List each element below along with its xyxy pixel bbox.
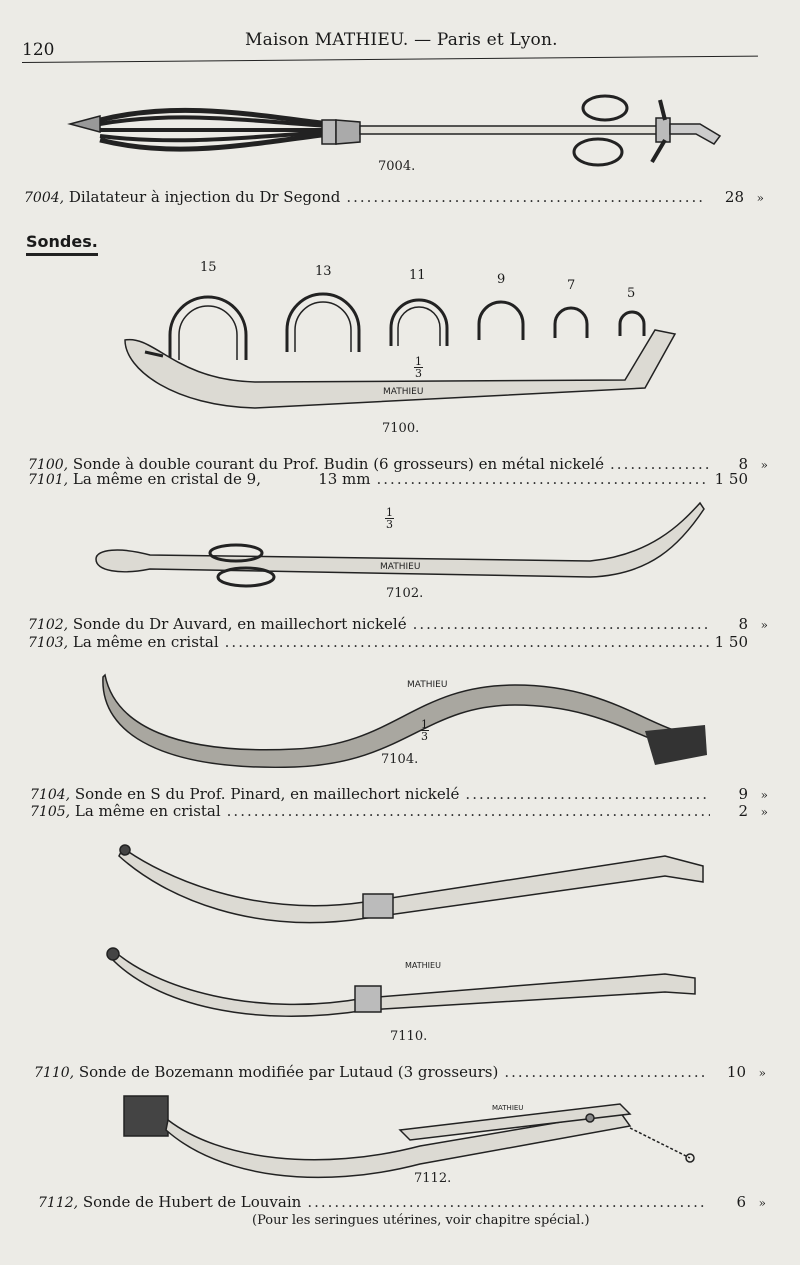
item-price-unit: » [760, 458, 768, 472]
hubert-catheter-illustration [120, 1090, 700, 1190]
size-label: 13 [315, 264, 332, 279]
page-number: 120 [22, 40, 55, 60]
figure-label-7110: 7110. [390, 1029, 428, 1044]
engraved-mark: MATHIEU [380, 562, 421, 572]
item-number: 7105, [30, 804, 71, 820]
scale-fraction [420, 719, 429, 742]
item-price-unit: » [758, 1196, 766, 1210]
item-7103 [28, 633, 768, 651]
item-description: La même en cristal de 9, 13 mm [72, 470, 371, 488]
item-description: Sonde de Bozemann modifiée par Lutaud (3 grosseurs) [78, 1063, 499, 1081]
auvard-catheter-illustration [90, 495, 710, 605]
scale-numerator: 1 [421, 718, 428, 731]
figure-label-7100: 7100. [382, 421, 420, 436]
scale-denominator: 3 [421, 730, 428, 743]
item-price-unit: » [760, 618, 768, 632]
engraved-mark: MATHIEU [383, 387, 424, 397]
item-description: Sonde de Hubert de Louvain [82, 1193, 302, 1211]
engraved-mark: MATHIEU [405, 961, 441, 970]
size-label: 9 [497, 272, 506, 287]
item-price: 2 [738, 802, 748, 820]
item-number: 7103, [28, 635, 69, 651]
scale-numerator: 1 [415, 355, 422, 368]
item-number: 7101, [28, 472, 69, 488]
header-rule [22, 56, 758, 63]
item-description: Sonde à double courant du Prof. Budin (6 grosseurs) en métal nickelé [72, 455, 605, 473]
item-description: La même en cristal [72, 633, 219, 651]
item-price: 6 [736, 1193, 746, 1211]
bozemann-catheter-illustration [105, 838, 715, 1048]
item-price-unit: » [756, 191, 764, 205]
scale-numerator: 1 [386, 506, 393, 519]
size-label: 15 [200, 260, 217, 275]
s-catheter-illustration [95, 665, 715, 775]
size-label: 5 [627, 286, 636, 301]
dilator-illustration [60, 80, 740, 174]
item-number: 7104, [30, 787, 71, 803]
scale-fraction [414, 356, 423, 379]
item-price: 9 [738, 785, 748, 803]
figure-label-7112: 7112. [414, 1171, 452, 1186]
item-price: 10 [726, 1063, 746, 1081]
item-7112 [38, 1193, 766, 1211]
item-price-unit: » [760, 805, 768, 819]
item-7110 [34, 1063, 766, 1081]
item-price-unit: » [758, 1066, 766, 1080]
section-heading: Sondes. [26, 232, 98, 256]
item-7101 [28, 470, 768, 488]
item-number: 7112, [38, 1195, 79, 1211]
item-price: 1 50 [714, 633, 748, 651]
scale-denominator: 3 [386, 518, 393, 531]
item-description: Sonde en S du Prof. Pinard, en maillechort nickelé [74, 785, 460, 803]
engraved-mark: MATHIEU [407, 680, 448, 690]
item-number: 7004, [24, 190, 65, 206]
item-number: 7100, [28, 457, 69, 473]
item-description: Dilatateur à injection du Dr Segond [68, 188, 341, 206]
item-price: 1 50 [714, 470, 748, 488]
figure-label-7004: 7004. [378, 159, 416, 174]
item-7104 [30, 785, 768, 803]
item-number: 7102, [28, 617, 69, 633]
item-price: 28 [724, 188, 744, 206]
item-description: La même en cristal [74, 802, 221, 820]
item-price-unit: » [760, 788, 768, 802]
engraved-mark: MATHIEU [492, 1104, 524, 1112]
item-7105 [30, 802, 768, 820]
item-7102 [28, 615, 768, 633]
item-7004 [24, 188, 764, 206]
page-title: Maison MATHIEU. — Paris et Lyon. [245, 30, 558, 50]
size-label: 7 [567, 278, 576, 293]
scale-denominator: 3 [415, 367, 422, 380]
figure-label-7104: 7104. [381, 752, 419, 767]
item-number: 7110, [34, 1065, 75, 1081]
figure-label-7102: 7102. [386, 586, 424, 601]
size-label: 11 [409, 268, 426, 283]
double-current-catheter-illustration [115, 280, 695, 436]
item-price: 8 [738, 615, 748, 633]
item-description: Sonde du Dr Auvard, en maillechort nickelé [72, 615, 407, 633]
item-price: 8 [738, 455, 748, 473]
footnote: (Pour les seringues utérines, voir chapitre spécial.) [252, 1213, 590, 1228]
